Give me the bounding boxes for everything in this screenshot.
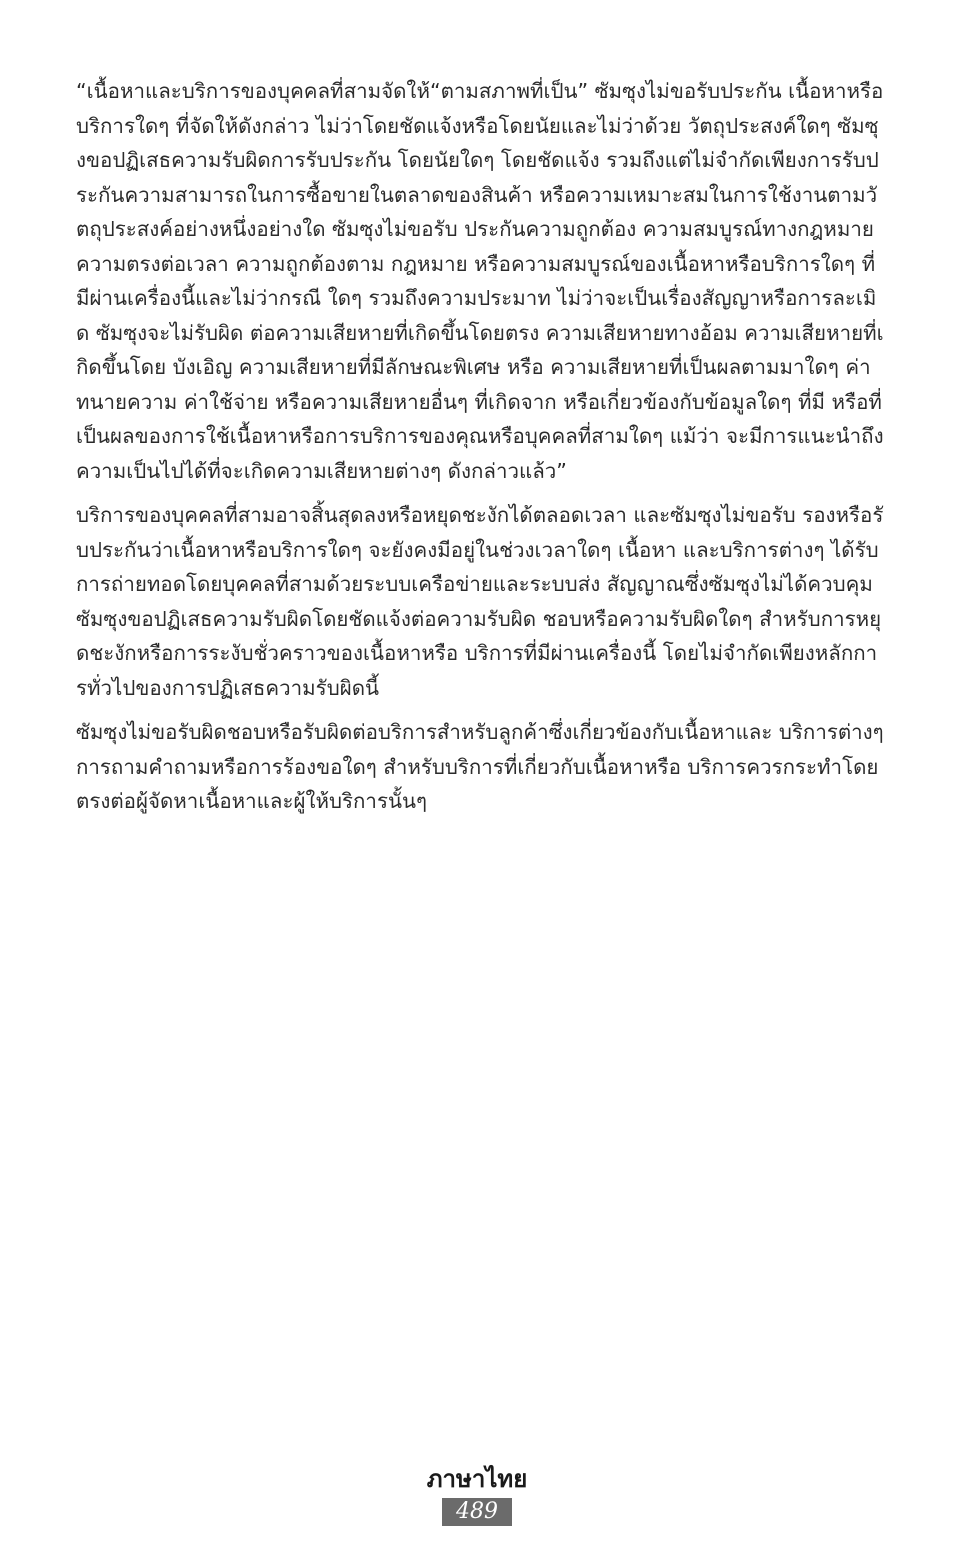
document-body [76,74,884,829]
paragraph-customer-service: ซัมซุงไม่ขอรับผิดชอบหรือรับผิดต่อบริการสำหรับลูกค้าซึ่งเกี่ยวข้องกับเนื้อหาและ บริการต่างๆ การถามคำถามหรือการร้องขอใดๆ สำหรับบริการที่เกี่ยวกับเนื้อหาหรือ บริการควรกระทำโดยตรงต่อผู้จัดหาเนื้อหาและผู้ให้บริการนั้นๆ [76,720,884,813]
paragraph-service-interruption: บริการของบุคคลที่สามอาจสิ้นสุดลงหรือหยุดชะงักได้ตลอดเวลา และซัมซุงไม่ขอรับ รองหรือรับประกันว่าเนื้อหาหรือบริการใดๆ จะยังคงมีอยู่ในช่วงเวลาใดๆ เนื้อหา และบริการต่างๆ ได้รับการถ่ายทอดโดยบุคคลที่สามด้วยระบบเครือข่ายและระบบส่ง สัญญาณซึ่งซัมซุงไม่ได้ควบคุม ซัมซุงขอปฏิเสธความรับผิดโดยชัดแจ้งต่อความรับผิด ชอบหรือความรับผิดใดๆ สำหรับการหยุดชะงักหรือการระงับชั่วคราวของเนื้อหาหรือ บริการที่มีผ่านเครื่องนี้ โดยไม่จำกัดเพียงหลักการทั่วไปของการปฏิเสธความรับผิดนี้ [76,503,884,700]
footer-language-label: ภาษาไทย [426,1465,528,1493]
page-number-badge: 489 [442,1498,512,1526]
paragraph-disclaimer-quote: “เนื้อหาและบริการของบุคคลที่สามจัดให้“ตามสภาพที่เป็น” ซัมซุงไม่ขอรับประกัน เนื้อหาหรือบริการใดๆ ที่จัดให้ดังกล่าว ไม่ว่าโดยชัดแจ้งหรือโดยนัยและไม่ว่าด้วย วัตถุประสงค์ใดๆ ซัมซุงขอปฏิเสธความรับผิดการรับประกัน โดยนัยใดๆ โดยชัดแจ้ง รวมถึงแต่ไม่จำกัดเพียงการรับประกันความสามารถในการซื้อขายในตลาดของสินค้า หรือความเหมาะสมในการใช้งานตามวัตถุประสงค์อย่างหนึ่งอย่างใด ซัมซุงไม่ขอรับ ประกันความถูกต้อง ความสมบูรณ์ทางกฎหมาย ความตรงต่อเวลา ความถูกต้องตาม กฎหมาย หรือความสมบูรณ์ของเนื้อหาหรือบริการใดๆ ที่มีผ่านเครื่องนี้และไม่ว่ากรณี ใดๆ รวมถึงความประมาท ไม่ว่าจะเป็นเรื่องสัญญาหรือการละเมิด ซัมซุงจะไม่รับผิด ต่อความเสียหายที่เกิดขึ้นโดยตรง ความเสียหายทางอ้อม ความเสียหายที่เกิดขึ้นโดย บังเอิญ ความเสียหายที่มีลักษณะพิเศษ หรือ ความเสียหายที่เป็นผลตามมาใดๆ ค่า ทนายความ ค่าใช้จ่าย หรือความเสียหายอื่นๆ ที่เกิดจาก หรือเกี่ยวข้องกับข้อมูลใดๆ ที่มี หรือที่เป็นผลของการใช้เนื้อหาหรือการบริการของคุณหรือบุคคลที่สามใดๆ แม้ว่า จะมีการแนะนำถึงความเป็นไปได้ที่จะเกิดความเสียหายต่างๆ ดังกล่าวแล้ว” [76,79,884,483]
page-footer [0,1462,954,1526]
